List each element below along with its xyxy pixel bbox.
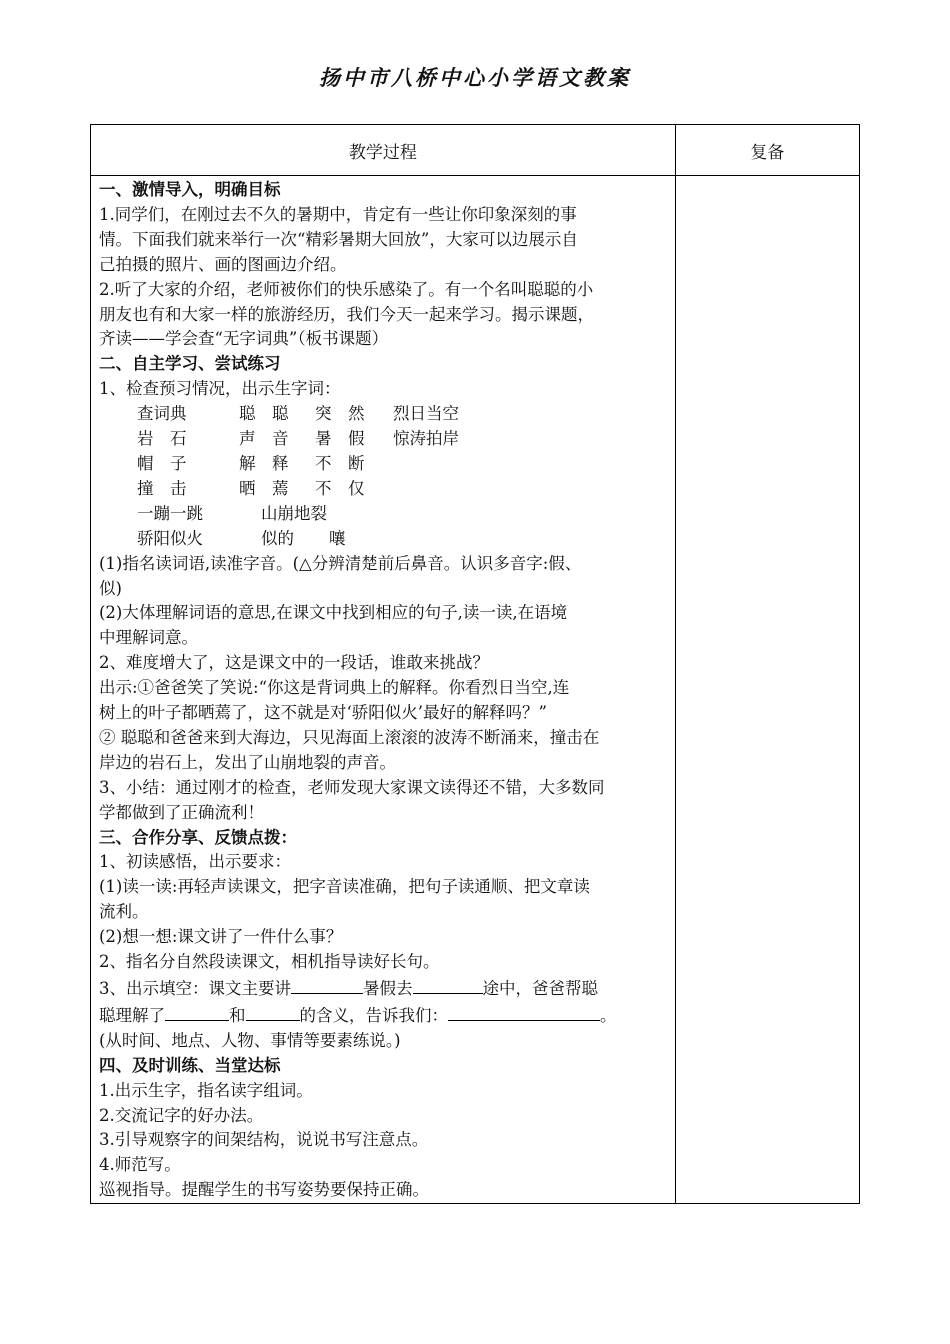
vocab-word: 骄阳似火 bbox=[137, 528, 203, 548]
word-row bbox=[99, 477, 667, 502]
vocab-word: 惊涛拍岸 bbox=[393, 429, 459, 449]
fill-in-line bbox=[99, 1002, 667, 1029]
vocab-word bbox=[393, 452, 553, 477]
fill-text: 聪理解了 bbox=[99, 1005, 165, 1025]
section3-line: (1)读一读:再轻声读课文，把字音读准确，把句子读通顺、把文章读 bbox=[99, 877, 590, 897]
section2-line: 出示:①爸爸笑了笑说:“你这是背词典上的解释。你看烈日当空,连 bbox=[99, 678, 570, 698]
vocab-word bbox=[391, 502, 551, 527]
section2-line: 学都做到了正确流利！ bbox=[99, 802, 264, 822]
vocab-word: 岩 石 bbox=[137, 429, 187, 449]
fill-blank bbox=[165, 1002, 229, 1021]
section2-line: 似) bbox=[99, 578, 122, 598]
section4-heading: 四、及时训练、当堂达标 bbox=[99, 1055, 281, 1075]
section2-heading: 二、自主学习、尝试练习 bbox=[99, 354, 281, 374]
fill-text: 途中，爸爸帮聪 bbox=[482, 979, 598, 998]
vocab-word: 撞 击 bbox=[137, 478, 187, 498]
table-header-row bbox=[91, 125, 860, 176]
section3-heading: 三、合作分享、反馈点拨： bbox=[99, 827, 297, 847]
section3-note: (从时间、地点、人物、事情等要素练说。) bbox=[99, 1030, 401, 1050]
word-row bbox=[99, 527, 667, 552]
vocab-word: 晒 蔫 bbox=[239, 478, 289, 498]
fill-blank bbox=[448, 1002, 600, 1021]
teaching-process-cell bbox=[91, 176, 676, 1204]
page-title: 扬中市八桥中心小学语文教案 bbox=[319, 65, 631, 90]
fill-text: 。 bbox=[600, 1005, 617, 1025]
section1-heading: 一、激情导入，明确目标 bbox=[99, 180, 281, 199]
vocab-word: 烈日当空 bbox=[393, 404, 459, 424]
section4-line: 4.师范写。 bbox=[99, 1155, 181, 1175]
section2-line: (1)指名读词语,读准字音。(△分辨清楚前后鼻音。认识多音字:假、 bbox=[99, 553, 582, 573]
fill-blank bbox=[291, 975, 363, 994]
section2-line: 2、难度增大了，这是课文中的一段话，谁敢来挑战？ bbox=[99, 653, 489, 673]
header-review: 复备 bbox=[675, 125, 859, 176]
fill-text: 的含义，告诉我们： bbox=[299, 1005, 448, 1025]
section4-line: 3.引导观察字的间架结构，说说书写注意点。 bbox=[99, 1130, 429, 1150]
vocab-word: 帽 子 bbox=[137, 453, 187, 473]
header-teaching-process: 教学过程 bbox=[91, 125, 676, 176]
vocab-word: 山崩地裂 bbox=[261, 503, 327, 523]
section1-line: 齐读——学会查“无字词典”（板书课题） bbox=[99, 329, 389, 349]
section3-line: 2、指名分自然段读课文，相机指导读好长句。 bbox=[99, 952, 440, 972]
section2-line: 中理解词意。 bbox=[99, 628, 198, 648]
word-row bbox=[99, 427, 667, 452]
section3-line: (2)想一想:课文讲了一件什么事？ bbox=[99, 927, 343, 947]
section4-line: 1.出示生字，指名读字组词。 bbox=[99, 1080, 313, 1100]
section1-line: 朋友也有和大家一样的旅游经历，我们今天一起来学习。揭示课题， bbox=[99, 304, 594, 324]
section1-line: 1.同学们，在刚过去不久的暑期中，肯定有一些让你印象深刻的事 bbox=[99, 204, 577, 224]
fill-blank bbox=[246, 1002, 300, 1021]
vocab-word: 一蹦一跳 bbox=[137, 503, 203, 523]
section2-intro: 1、检查预习情况，出示生字词： bbox=[99, 379, 341, 399]
vocab-word: 突 然 bbox=[315, 404, 365, 424]
vocab-word: 不 断 bbox=[315, 453, 365, 473]
section2-line: 3、小结：通过刚才的检查，老师发现大家课文读得还不错，大多数同 bbox=[99, 777, 605, 797]
word-row bbox=[99, 452, 667, 477]
section2-line: 岸边的岩石上，发出了山崩地裂的声音。 bbox=[99, 752, 396, 772]
table-content-row bbox=[91, 176, 860, 1204]
section4-line: 2.交流记字的好办法。 bbox=[99, 1105, 264, 1125]
vocab-word: 查词典 bbox=[137, 404, 187, 424]
review-cell bbox=[675, 176, 859, 1204]
section1-line: 情。下面我们就来举行一次“精彩暑期大回放”，大家可以边展示自 bbox=[99, 229, 578, 249]
section2-line: 树上的叶子都晒蔫了，这不就是对‘骄阳似火’最好的解释吗？” bbox=[99, 703, 547, 723]
word-row bbox=[99, 402, 667, 427]
fill-in-line bbox=[99, 975, 667, 1002]
section4-line: 巡视指导。提醒学生的书写姿势要保持正确。 bbox=[99, 1180, 429, 1200]
fill-text: 和 bbox=[229, 1005, 246, 1025]
vocab-word: 声 音 bbox=[239, 429, 289, 449]
fill-text: 暑假去 bbox=[363, 979, 413, 998]
word-row bbox=[99, 502, 667, 527]
section3-line: 1、初读感悟，出示要求： bbox=[99, 852, 291, 872]
vocab-word: 嚷 bbox=[329, 528, 346, 548]
section2-line: (2)大体理解词语的意思,在课文中找到相应的句子,读一读,在语境 bbox=[99, 603, 568, 623]
vocab-word bbox=[551, 502, 631, 527]
section1-line: 2.听了大家的介绍，老师被你们的快乐感染了。有一个名叫聪聪的小 bbox=[99, 279, 594, 299]
vocab-word bbox=[393, 477, 553, 502]
lesson-plan-table bbox=[90, 124, 860, 1204]
section2-line: ② 聪聪和爸爸来到大海边，只见海面上滚滚的波涛不断涌来，撞击在 bbox=[99, 727, 600, 747]
fill-text: 3、出示填空：课文主要讲 bbox=[99, 979, 291, 998]
vocab-word: 聪 聪 bbox=[239, 404, 289, 424]
vocab-word: 解 释 bbox=[239, 453, 289, 473]
vocab-word bbox=[489, 527, 569, 552]
section3-line: 流利。 bbox=[99, 902, 149, 922]
vocab-word: 不 仅 bbox=[315, 478, 365, 498]
vocab-word: 似的 bbox=[261, 528, 294, 548]
vocab-word: 暑 假 bbox=[315, 429, 365, 449]
section1-line: 己拍摄的照片、画的图画边介绍。 bbox=[99, 254, 347, 274]
fill-blank bbox=[413, 975, 483, 994]
